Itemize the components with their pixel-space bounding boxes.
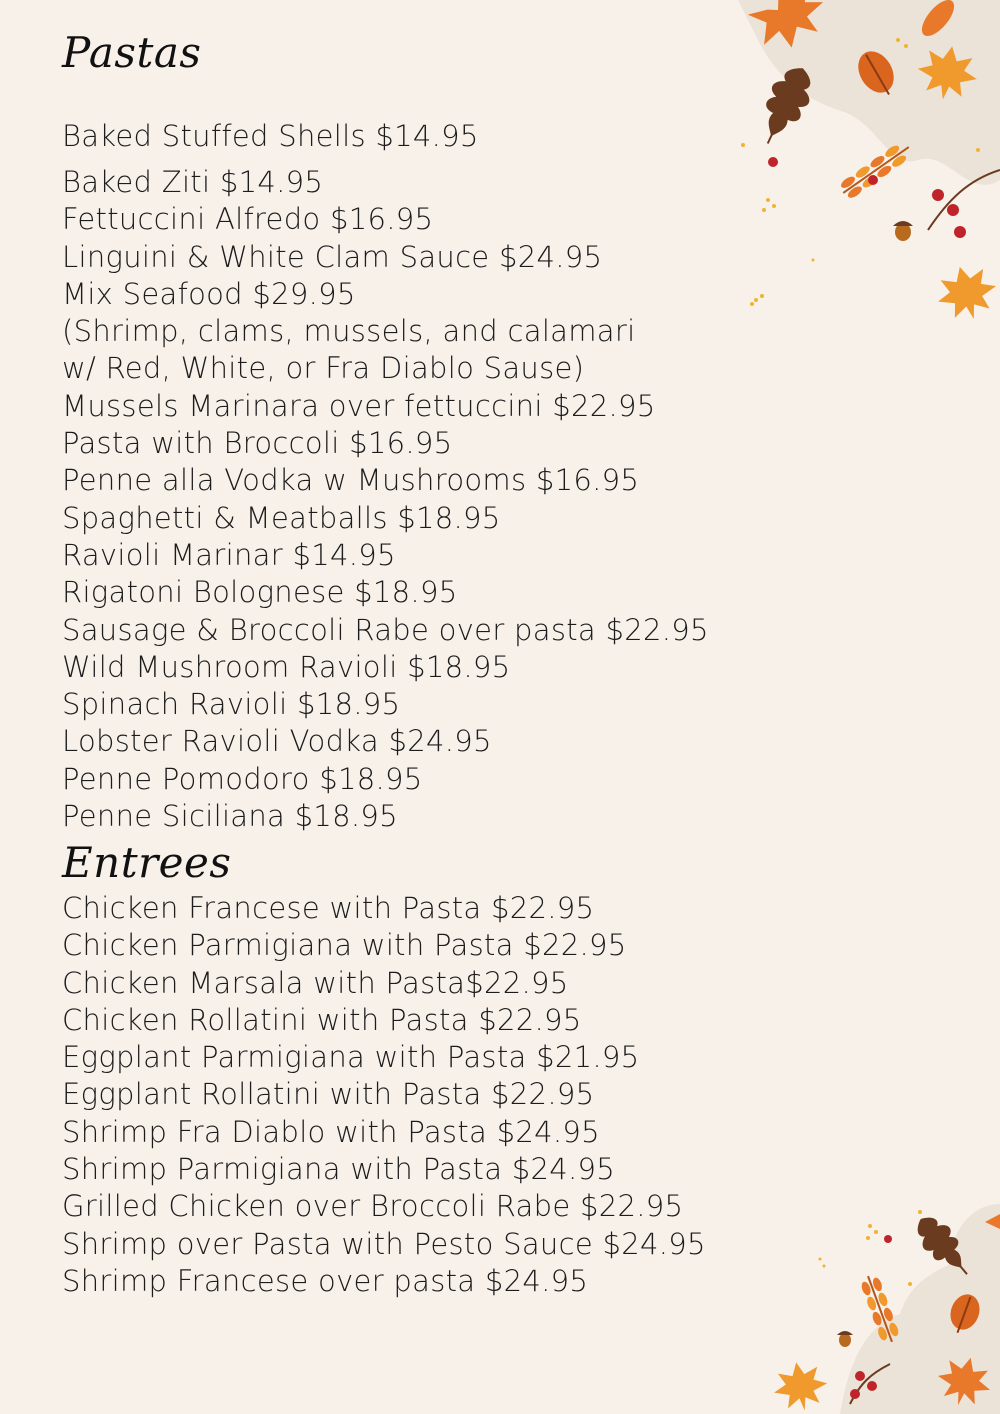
menu-item: Penne Pomodoro $18.95: [62, 761, 423, 796]
menu-item: Linguini & White Clam Sauce $24.95: [62, 239, 603, 274]
menu-item: Spinach Ravioli $18.95: [62, 687, 401, 722]
menu-item: Shrimp Francese over pasta $24.95: [62, 1263, 589, 1298]
menu-item: Penne alla Vodka w Mushrooms $16.95: [62, 463, 640, 498]
menu-item: Rigatoni Bolognese $18.95: [62, 575, 458, 610]
menu-item: Shrimp Fra Diablo with Pasta $24.95: [62, 1114, 600, 1149]
pastas-heading: Pastas: [62, 28, 202, 77]
menu-item: Spaghetti & Meatballs $18.95: [62, 500, 501, 535]
menu-item: Pasta with Broccoli $16.95: [62, 426, 453, 461]
menu-item: Sausage & Broccoli Rabe over pasta $22.95: [62, 612, 709, 647]
menu-item: Eggplant Parmigiana with Pasta $21.95: [62, 1040, 640, 1075]
entrees-list: [62, 890, 706, 1300]
menu-item: Mix Seafood $29.95: [62, 276, 356, 311]
pastas-list: [62, 116, 709, 835]
autumn-leaves-bottom-icon: [760, 1204, 1000, 1414]
menu-item: Penne Siciliana $18.95: [62, 799, 398, 834]
menu-item: Chicken Marsala with Pasta$22.95: [62, 965, 569, 1000]
autumn-leaves-top-icon: [738, 0, 1000, 330]
menu-item: Baked Stuffed Shells $14.95: [62, 119, 479, 153]
menu-item: Chicken Parmigiana with Pasta $22.95: [62, 928, 627, 963]
menu-item: Chicken Rollatini with Pasta $22.95: [62, 1002, 582, 1037]
menu-item: Mussels Marinara over fettuccini $22.95: [62, 388, 656, 423]
menu-item: Wild Mushroom Ravioli $18.95: [62, 649, 511, 684]
acorn-icon: [837, 1331, 853, 1347]
maple-leaf-icon: [770, 1358, 832, 1414]
menu-item: Lobster Ravioli Vodka $24.95: [62, 724, 492, 759]
menu-item: Shrimp over Pasta with Pesto Sauce $24.95: [62, 1226, 706, 1261]
maple-leaf-icon: [931, 259, 1000, 327]
menu-item: Eggplant Rollatini with Pasta $22.95: [62, 1077, 595, 1112]
menu-item: (Shrimp, clams, mussels, and calamari: [62, 314, 636, 349]
menu-item: Ravioli Marinar $14.95: [62, 537, 396, 572]
menu-item: Fettuccini Alfredo $16.95: [62, 202, 434, 237]
fern-leaf-icon: [859, 1273, 902, 1346]
menu-item: Chicken Francese with Pasta $22.95: [62, 891, 595, 925]
menu-item: Grilled Chicken over Broccoli Rabe $22.95: [62, 1189, 684, 1224]
menu-item: w/ Red, White, or Fra Diablo Sause): [62, 351, 585, 386]
entrees-heading: Entrees: [62, 838, 232, 887]
sparkle-dots-icon: [819, 1210, 923, 1286]
menu-item: Baked Ziti $14.95: [62, 165, 324, 199]
acorn-icon: [893, 221, 913, 241]
menu-item: Shrimp Parmigiana with Pasta $24.95: [62, 1152, 616, 1187]
